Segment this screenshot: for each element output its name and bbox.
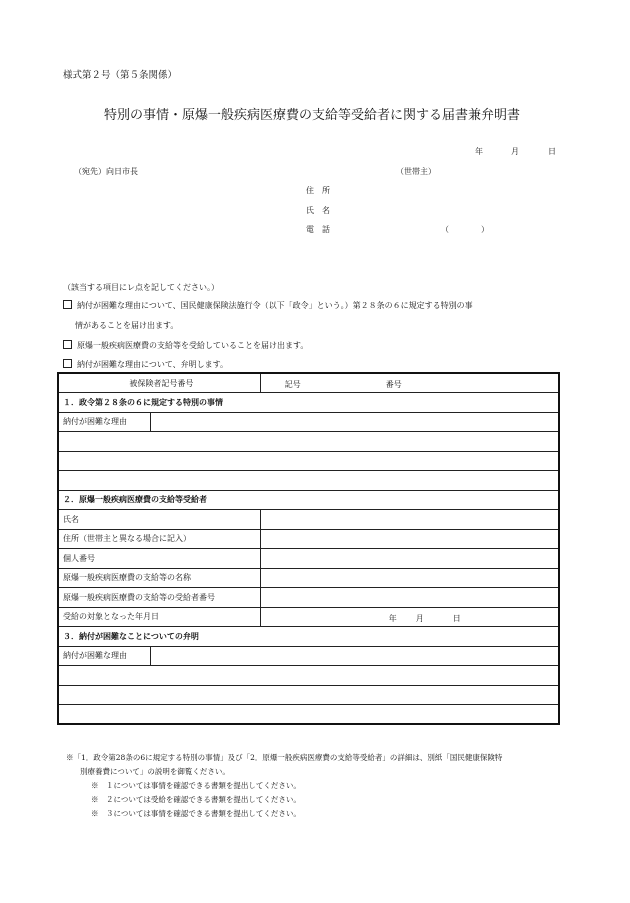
recipient-number-field[interactable] — [260, 588, 559, 608]
check-item-1-text: 納付が困難な理由について、国民健康保険法施行令（以下「政令」という。）第２８条の６に規定する特別の事 — [77, 301, 473, 310]
check-item-3-text: 納付が困難な理由について、弁明します。 — [77, 360, 229, 369]
explanation-blank-line[interactable] — [58, 705, 559, 725]
phone-label: 電 話 — [306, 225, 330, 234]
reason-blank-line[interactable] — [58, 432, 559, 452]
bango-label: 番号 — [385, 380, 402, 389]
personal-number-field[interactable] — [260, 549, 559, 569]
date-year: 年 — [475, 147, 483, 156]
reason-blank-line[interactable] — [58, 451, 559, 471]
name-label: 氏 名 — [306, 206, 330, 215]
checkbox-1[interactable] — [63, 300, 72, 309]
address-label: 住 所 — [306, 186, 330, 195]
application-table — [57, 372, 560, 725]
householder-label: （世帯主） — [396, 167, 436, 176]
reason-blank-line[interactable] — [58, 471, 559, 491]
benefit-name-field[interactable] — [260, 568, 559, 588]
explanation-blank-line[interactable] — [58, 685, 559, 705]
date-day: 日 — [548, 147, 556, 156]
checkbox-3[interactable] — [63, 359, 72, 368]
recipient-number-label: 原爆一般疾病医療費の支給等の受給者番号 — [58, 588, 260, 608]
addressee: （宛先）向日市長 — [74, 167, 138, 176]
check-item-3 — [63, 359, 228, 370]
note-sub-1: ※ １については事情を確認できる書類を提出してください。 — [91, 781, 301, 790]
note-sub-3: ※ ３については事情を確認できる書類を提出してください。 — [91, 809, 301, 818]
recipient-address-label: 住所（世帯主と異なる場合に記入） — [58, 529, 260, 549]
form-number: 様式第２号（第５条関係） — [63, 70, 178, 81]
note-main-line1: ※「1．政令第28条の6に規定する特別の事情」及び「2．原爆一般疾病医療費の支給等受給者」の詳細は、別紙「国民健康保険特 — [66, 753, 503, 762]
note-main-line2: 別療養費について」の説明を御覧ください。 — [80, 767, 230, 776]
check-item-1 — [63, 300, 473, 311]
recipient-address-field[interactable] — [260, 529, 559, 549]
eligibility-date-field[interactable] — [260, 607, 559, 627]
eligibility-year: 年 — [388, 613, 397, 623]
note-sub-2: ※ ２については受給を確認できる書類を提出してください。 — [91, 795, 301, 804]
phone-parentheses: （ ） — [441, 225, 489, 234]
check-item-1-line2: 情があることを届け出ます。 — [75, 321, 179, 330]
checkbox-2[interactable] — [63, 340, 72, 349]
kigo-label: 記号 — [284, 380, 301, 389]
insured-number-label: 被保険者記号番号 — [58, 373, 260, 393]
recipient-name-field[interactable] — [260, 510, 559, 530]
insured-number-row — [58, 373, 559, 393]
check-item-2 — [63, 340, 308, 351]
section-1-header: １．政令第２８条の６に規定する特別の事情 — [58, 393, 559, 413]
section-2-header: ２．原爆一般疾病医療費の支給等受給者 — [58, 490, 559, 510]
eligibility-month: 月 — [415, 613, 424, 623]
reason-field-3[interactable] — [151, 646, 559, 666]
benefit-name-label: 原爆一般疾病医療費の支給等の名称 — [58, 568, 260, 588]
reason-label-3: 納付が困難な理由 — [58, 646, 151, 666]
personal-number-label: 個人番号 — [58, 549, 260, 569]
insured-number-field[interactable] — [260, 373, 559, 393]
section-3-header: ３．納付が困難なことについての弁明 — [58, 627, 559, 647]
explanation-blank-line[interactable] — [58, 666, 559, 686]
reason-field-1[interactable] — [151, 412, 559, 432]
eligibility-date-label: 受給の対象となった年月日 — [58, 607, 260, 627]
recipient-name-label: 氏名 — [58, 510, 260, 530]
eligibility-day: 日 — [452, 613, 461, 623]
page-title: 特別の事情・原爆一般疾病医療費の支給等受給者に関する届書兼弁明書 — [104, 108, 521, 123]
date-month: 月 — [511, 147, 519, 156]
check-item-2-text: 原爆一般疾病医療費の支給等を受給していることを届け出ます。 — [77, 341, 309, 350]
instruction: （該当する項目にレ点を記してください。） — [63, 283, 219, 292]
reason-label-1: 納付が困難な理由 — [58, 412, 151, 432]
